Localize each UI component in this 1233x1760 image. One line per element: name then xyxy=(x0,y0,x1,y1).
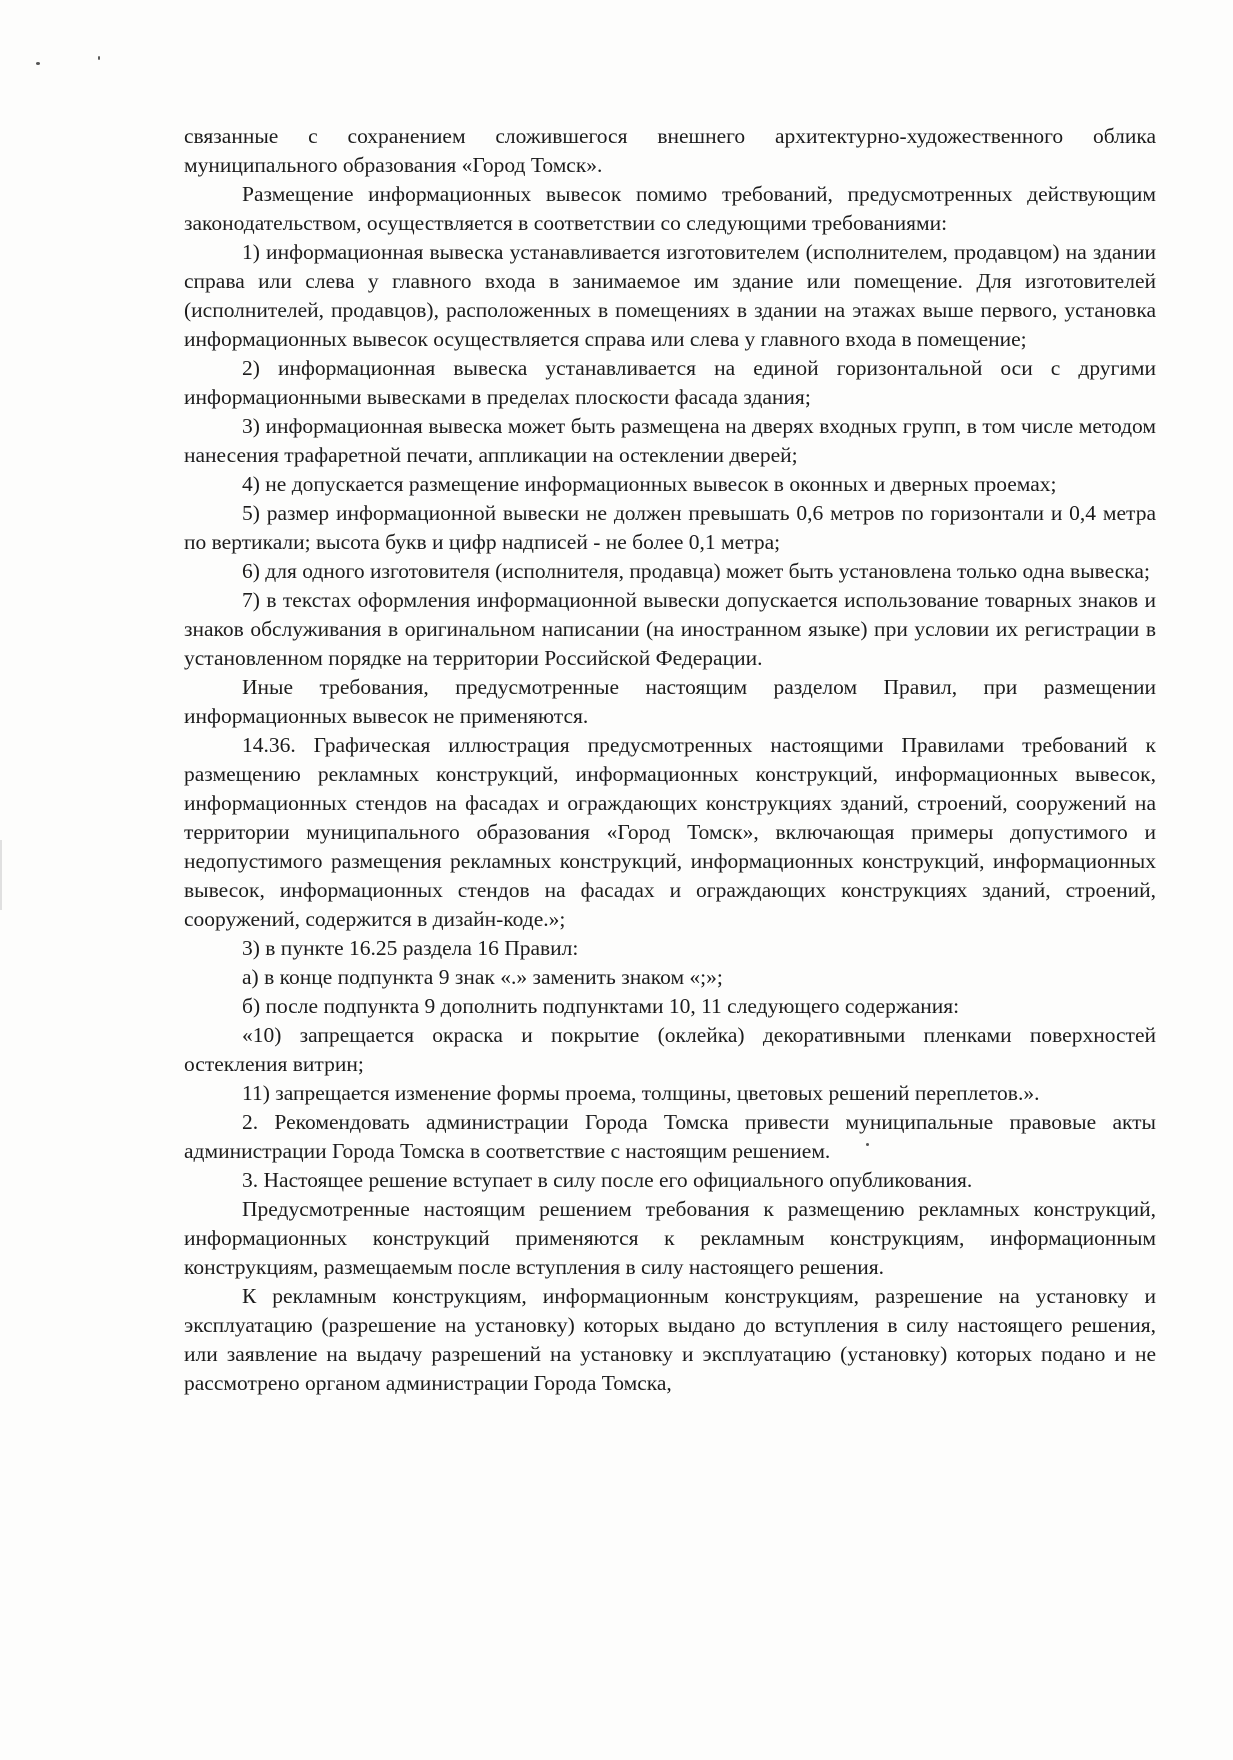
paragraph-item-6: 6) для одного изготовителя (исполнителя, продавца) может быть установлена только одна вывеска; xyxy=(242,559,1150,583)
paragraph-subitem-11: 11) запрещается изменение формы проема, толщины, цветовых решений переплетов.». xyxy=(242,1081,1040,1105)
paragraph-applicability: Предусмотренные настоящим решением требования к размещению рекламных конструкций, информационных конструкций применяются к рекламным конструкциям, информационным конструкциям, размещаемым после вступления в силу настоящего решения. xyxy=(184,1197,1156,1279)
paragraph-item-7: 7) в текстах оформления информационной вывески допускается использование товарных знаков и знаков обслуживания в оригинальном написании (на иностранном языке) при условии их регистрации в установленном порядке на территории Российской Федерации. xyxy=(184,588,1156,670)
paragraph-subitem-10: «10) запрещается окраска и покрытие (оклейка) декоративными пленками поверхностей остекления витрин; xyxy=(184,1023,1156,1076)
paragraph-item-4: 4) не допускается размещение информационных вывесок в оконных и дверных проемах; xyxy=(242,472,1057,496)
paragraph-item-1: 1) информационная вывеска устанавливается изготовителем (исполнителем, продавцом) на здании справа или слева у главного входа в занимаемое им здание или помещение. Для изготовителей (исполнителей, продавцов), расположенных в помещениях в здании на этажах выше первого, установка информационных вывесок осуществляется справа или слева у главного входа в помещение; xyxy=(184,240,1156,351)
paragraph-item-2: 2) информационная вывеска устанавливается на единой горизонтальной оси с другими информационными вывесками в пределах плоскости фасада здания; xyxy=(184,356,1156,409)
paragraph-item-3: 3) информационная вывеска может быть размещена на дверях входных групп, в том числе методом нанесения трафаретной печати, аппликации на остеклении дверей; xyxy=(184,414,1156,467)
paragraph-continuation: связанные с сохранением сложившегося внешнего архитектурно-художественного облика муниципального образования «Город Томск». xyxy=(184,124,1156,177)
paragraph-point-3: 3) в пункте 16.25 раздела 16 Правил: xyxy=(242,936,579,960)
paragraph-subpoint-b: б) после подпункта 9 дополнить подпунктами 10, 11 следующего содержания: xyxy=(242,994,960,1018)
paragraph-item-5: 5) размер информационной вывески не должен превышать 0,6 метров по горизонтали и 0,4 метра по вертикали; высота букв и цифр надписей - не более 0,1 метра; xyxy=(184,501,1156,554)
paragraph-existing-structures: К рекламным конструкциям, информационным конструкциям, разрешение на установку и эксплуатацию (разрешение на установку) которых выдано до вступления в силу настоящего решения, или заявление на выдачу разрешений на установку и эксплуатацию (установку) которых подано и не рассмотрено органом администрации Города Томска, xyxy=(184,1284,1156,1395)
paragraph-14-36: 14.36. Графическая иллюстрация предусмотренных настоящими Правилами требований к размещению рекламных конструкций, информационных конструкций, информационных вывесок, информационных стендов на фасадах и ограждающих конструкциях зданий, строений, сооружений на территории муниципального образования «Город Томск», включающая примеры допустимого и недопустимого размещения рекламных конструкций, информационных конструкций, информационных вывесок, информационных стендов на фасадах и ограждающих конструкциях зданий, строений, сооружений, содержится в дизайн-коде.»; xyxy=(184,733,1156,931)
scan-speck xyxy=(36,62,40,65)
paragraph-subpoint-a: а) в конце подпункта 9 знак «.» заменить знаком «;»; xyxy=(242,965,723,989)
document-body xyxy=(184,122,1156,1398)
paragraph-section-3: 3. Настоящее решение вступает в силу после его официального опубликования. xyxy=(242,1168,973,1192)
paragraph-signage-intro: Размещение информационных вывесок помимо требований, предусмотренных действующим законодательством, осуществляется в соответствии со следующими требованиями: xyxy=(184,182,1156,235)
paragraph-other-requirements: Иные требования, предусмотренные настоящим разделом Правил, при размещении информационных вывесок не применяются. xyxy=(184,675,1156,728)
scan-edge-mark xyxy=(0,840,2,910)
paragraph-section-2: 2. Рекомендовать администрации Города Томска привести муниципальные правовые акты администрации Города Томска в соответствие с настоящим решением. xyxy=(184,1110,1156,1163)
scan-speck xyxy=(98,56,100,60)
